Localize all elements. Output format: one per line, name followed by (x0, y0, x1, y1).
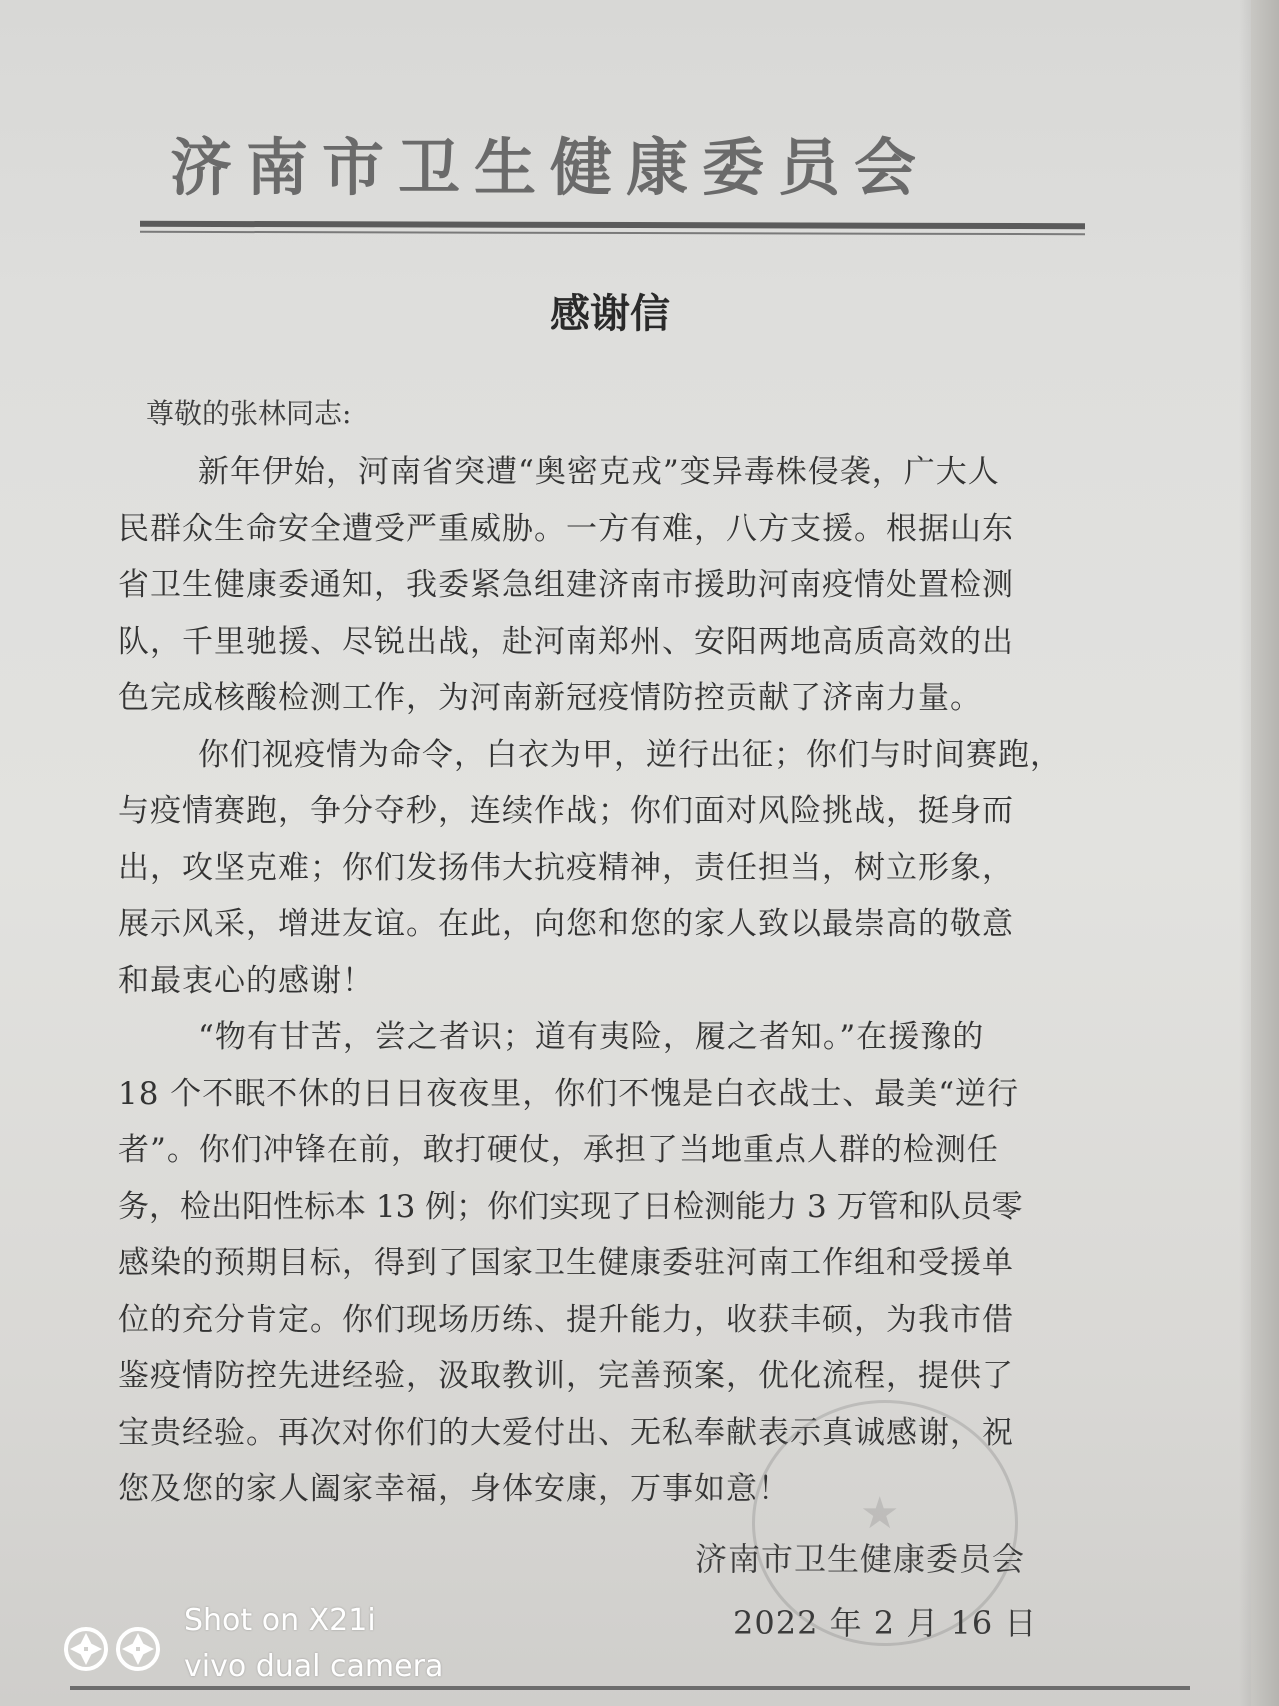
paper-edge (1251, 0, 1279, 1706)
signature-date: 2022 年 2 月 16 日 (733, 1604, 1038, 1642)
body-line: 与疫情赛跑，争分夺秒，连续作战；你们面对风险挑战，挺身而 (118, 793, 1014, 829)
star-icon: ★ (860, 1488, 900, 1539)
body-line: 队，千里驰援、尽锐出战，赴河南郑州、安阳两地高质高效的出 (118, 623, 1014, 660)
salutation: 尊敬的张林同志: (146, 397, 352, 430)
body-line: 和最衷心的感谢！ (118, 962, 374, 999)
letter-body (118, 444, 1138, 1518)
letterhead-title: 济南市卫生健康委员会 (170, 131, 931, 204)
vivo-aperture-logo-icon (60, 1623, 180, 1675)
body-line: 你们视疫情为命令，白衣为甲，逆行出征；你们与时间赛跑， (198, 736, 1062, 773)
watermark-camera: vivo dual camera (184, 1649, 444, 1684)
camera-watermark (60, 1603, 480, 1693)
body-line: 18 个不眠不休的日日夜夜里，你们不愧是白衣战士、最美“逆行 (118, 1075, 1020, 1112)
body-line: 色完成核酸检测工作，为河南新冠疫情防控贡献了济南力量。 (118, 680, 982, 716)
body-line: 省卫生健康委通知，我委紧急组建济南市援助河南疫情处置检测 (118, 567, 1014, 603)
signature-organization: 济南市卫生健康委员会 (695, 1540, 1026, 1578)
document-title: 感谢信 (550, 291, 670, 337)
body-line: 者”。你们冲锋在前，敢打硬仗，承担了当地重点人群的检测任 (118, 1132, 999, 1168)
letterhead-rule-thin (140, 231, 1085, 235)
body-line: 务，检出阳性标本 13 例；你们实现了日检测能力 3 万管和队员零 (118, 1188, 1023, 1225)
body-line: 出，攻坚克难；你们发扬伟大抗疫精神，责任担当，树立形象， (118, 849, 1014, 886)
body-line: 位的充分肯定。你们现场历练、提升能力，收获丰硕，为我市借 (118, 1301, 1014, 1338)
body-line: 您及您的家人阖家幸福，身体安康，万事如意！ (118, 1471, 790, 1507)
body-line: 感染的预期目标，得到了国家卫生健康委驻河南工作组和受援单 (118, 1245, 1014, 1281)
body-line: “物有甘苦，尝之者识；道有夷险，履之者知。”在援豫的 (198, 1019, 985, 1055)
paper-fold-shadow (1239, 0, 1251, 1706)
footer-rule (70, 1686, 1190, 1690)
body-line: 展示风采，增进友谊。在此，向您和您的家人致以最崇高的敬意 (118, 906, 1014, 942)
body-line: 民群众生命安全遭受严重威胁。一方有难，八方支援。根据山东 (118, 510, 1014, 547)
body-line: 新年伊始，河南省突遭“奥密克戎”变异毒株侵袭，广大人 (198, 454, 1000, 490)
watermark-shot-on: Shot on X21i (184, 1603, 376, 1638)
body-line: 鉴疫情防控先进经验，汲取教训，完善预案，优化流程，提供了 (118, 1358, 1014, 1394)
body-line: 宝贵经验。再次对你们的大爱付出、无私奉献表示真诚感谢，祝 (118, 1414, 1014, 1451)
letterhead-rule-thick (140, 221, 1085, 229)
